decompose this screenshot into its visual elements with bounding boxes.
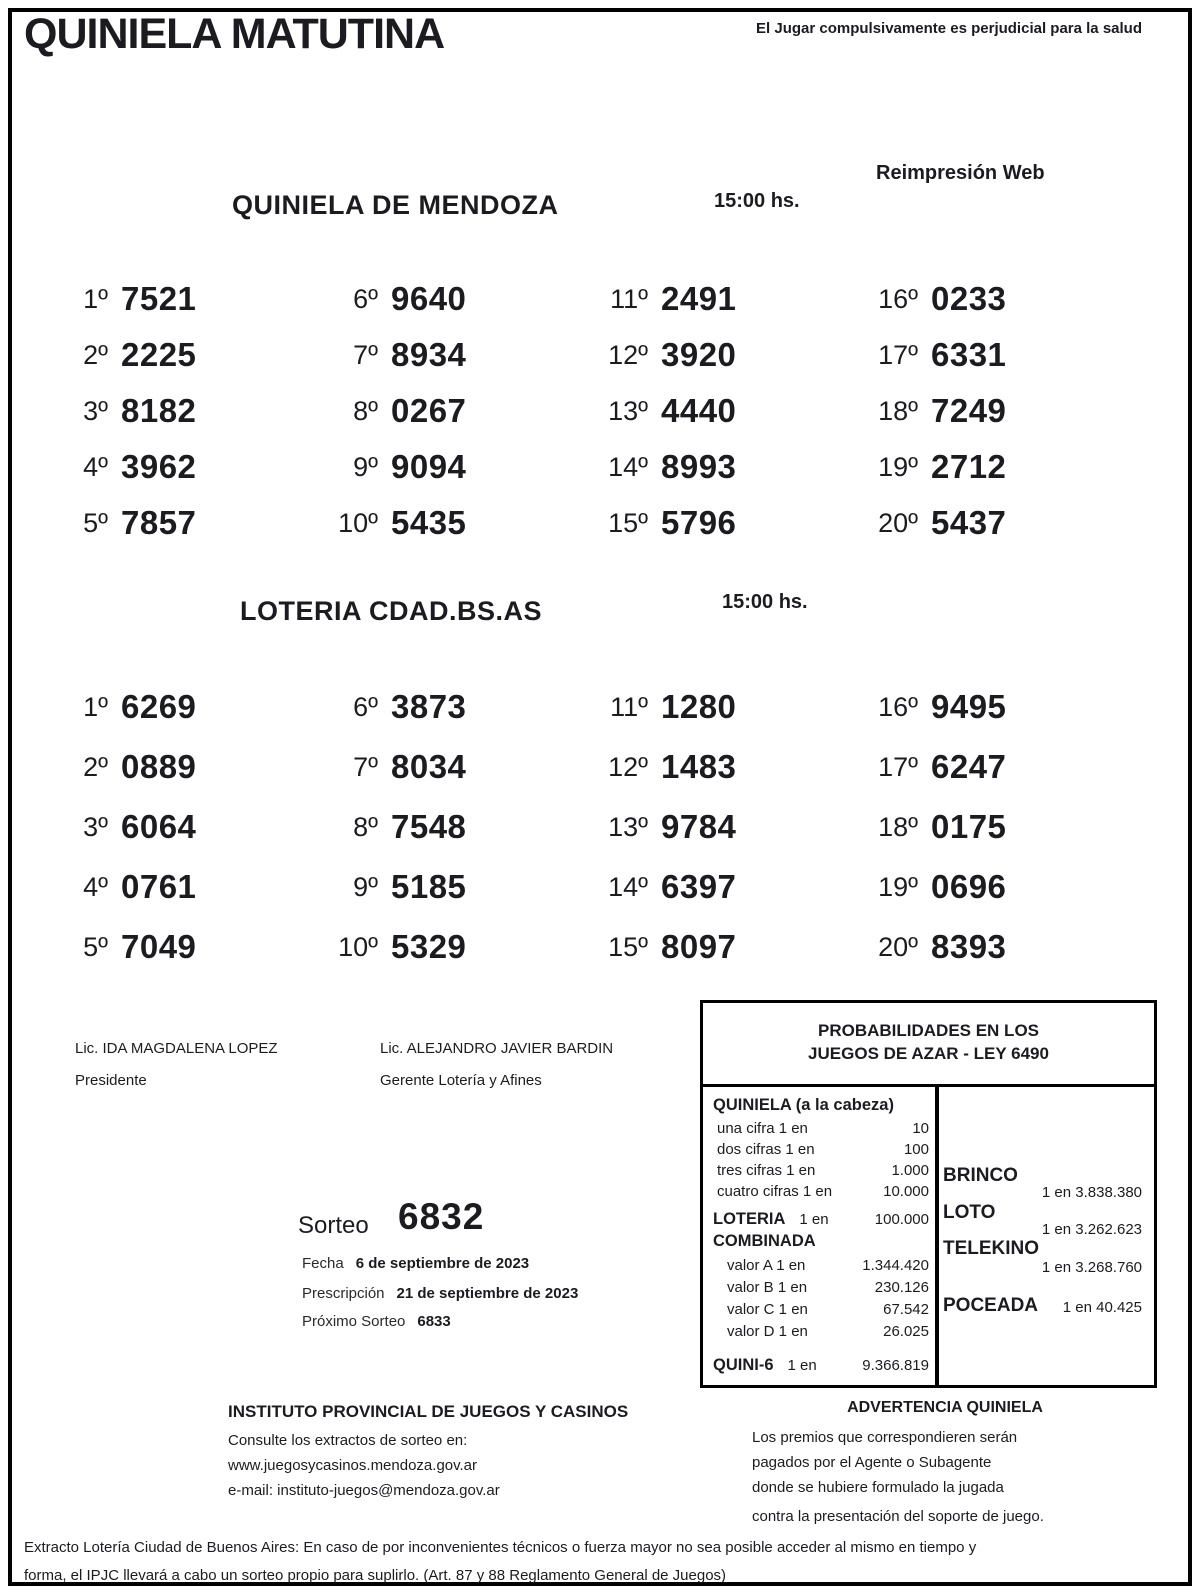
odds-label: valor A 1 en [727, 1257, 806, 1274]
result-number: 0175 [931, 808, 1007, 845]
result-number: 1483 [661, 748, 737, 785]
result-number: 2712 [931, 448, 1007, 485]
result-position: 20º [878, 507, 918, 538]
advertencia-line: contra la presentación del soporte de juego. [752, 1508, 1044, 1525]
result-position: 9º [353, 871, 378, 902]
official-manager [380, 1040, 613, 1089]
quiniela-odds-heading: QUINIELA (a la cabeza) [713, 1096, 894, 1114]
result-position: 11º [610, 283, 648, 314]
result-number: 0267 [391, 392, 467, 429]
mendoza-title: QUINIELA DE MENDOZA [232, 190, 559, 220]
institute-email: e-mail: instituto-juegos@mendoza.gov.ar [228, 1482, 500, 1499]
result-number: 3920 [661, 336, 737, 373]
proximo-label: Próximo Sorteo [302, 1313, 406, 1330]
result-cell [58, 439, 328, 495]
result-position: 4º [83, 871, 108, 902]
result-position: 5º [83, 507, 108, 538]
result-cell [868, 677, 1138, 737]
official-name: Lic. IDA MAGDALENA LOPEZ [75, 1040, 278, 1057]
result-number: 0696 [931, 868, 1007, 905]
result-position: 17º [878, 751, 918, 782]
result-number: 8393 [931, 928, 1007, 965]
quiniela-odds-rows [713, 1118, 929, 1202]
loteria-value: 100.000 [874, 1211, 929, 1228]
result-number: 6269 [121, 688, 197, 725]
fecha-value: 6 de septiembre de 2023 [355, 1255, 530, 1272]
quini6-odds-row [713, 1356, 929, 1375]
sorteo-label: Sorteo [298, 1212, 369, 1239]
quini6-value: 9.366.819 [862, 1357, 929, 1374]
result-cell [868, 439, 1138, 495]
result-position: 19º [878, 451, 918, 482]
odds-value: 26.025 [883, 1323, 929, 1340]
result-position: 15º [608, 507, 648, 538]
health-warning: El Jugar compulsivamente es perjudicial para la salud [756, 20, 1142, 37]
result-number: 8182 [121, 392, 197, 429]
fecha-row [302, 1255, 529, 1272]
loteria-label: LOTERIA [713, 1210, 786, 1228]
result-number: 9094 [391, 448, 467, 485]
result-number: 4440 [661, 392, 737, 429]
quini6-label: QUINI-6 [713, 1356, 774, 1374]
odds-row [713, 1321, 929, 1343]
brinco-odds: 1 en 3.838.380 [1041, 1184, 1142, 1201]
result-number: 5796 [661, 504, 737, 541]
odds-label: dos cifras 1 en [717, 1141, 815, 1158]
result-position: 7º [353, 751, 378, 782]
loteria-mid: 1 en [799, 1211, 829, 1228]
result-position: 12º [608, 751, 648, 782]
odds-row [713, 1118, 929, 1139]
result-position: 16º [878, 283, 918, 314]
prescripcion-row [302, 1285, 578, 1302]
official-role: Presidente [75, 1072, 147, 1089]
result-position: 9º [353, 451, 378, 482]
page-title: QUINIELA MATUTINA [24, 10, 445, 58]
combinada-odds-rows [713, 1255, 929, 1343]
result-position: 10º [338, 931, 378, 962]
result-number: 7249 [931, 392, 1007, 429]
result-position: 2º [83, 751, 108, 782]
result-position: 1º [83, 691, 108, 722]
result-number: 7548 [391, 808, 467, 845]
result-cell [868, 271, 1138, 327]
result-number: 8097 [661, 928, 737, 965]
probabilities-left-column [713, 1096, 929, 1375]
result-cell [598, 737, 868, 797]
result-position: 14º [608, 451, 648, 482]
prescripcion-label: Prescripción [302, 1285, 385, 1302]
odds-row [713, 1160, 929, 1181]
result-number: 6247 [931, 748, 1007, 785]
result-cell [598, 271, 868, 327]
probabilities-title-line2: JUEGOS DE AZAR - LEY 6490 [808, 1044, 1049, 1063]
bsas-time: 15:00 hs. [722, 591, 808, 613]
loteria-odds-row [713, 1210, 929, 1229]
result-number: 2491 [661, 280, 737, 317]
advertencia-text [752, 1425, 1152, 1529]
result-position: 2º [83, 339, 108, 370]
result-position: 16º [878, 691, 918, 722]
odds-row [713, 1181, 929, 1202]
result-position: 17º [878, 339, 918, 370]
result-cell [328, 917, 598, 977]
result-cell [598, 857, 868, 917]
result-number: 1280 [661, 688, 737, 725]
result-position: 8º [353, 395, 378, 426]
odds-value: 10.000 [883, 1183, 929, 1200]
result-cell [868, 797, 1138, 857]
result-position: 8º [353, 811, 378, 842]
result-number: 5329 [391, 928, 467, 965]
result-cell [328, 439, 598, 495]
result-position: 18º [878, 395, 918, 426]
result-cell [328, 495, 598, 551]
result-position: 20º [878, 931, 918, 962]
result-position: 1º [83, 283, 108, 314]
poceada-label: POCEADA [943, 1295, 1039, 1316]
result-cell [598, 495, 868, 551]
institute-consult: Consulte los extractos de sorteo en: [228, 1432, 468, 1449]
odds-value: 100 [903, 1141, 929, 1158]
advertencia-line: Los premios que correspondieren serán [752, 1429, 1018, 1446]
result-number: 7049 [121, 928, 197, 965]
result-cell [328, 327, 598, 383]
result-position: 14º [608, 871, 648, 902]
result-cell [58, 383, 328, 439]
result-cell [58, 495, 328, 551]
advertencia-line: donde se hubiere formulado la jugada [752, 1479, 1004, 1496]
institute-block [228, 1402, 628, 1503]
result-cell [58, 327, 328, 383]
result-cell [328, 737, 598, 797]
odds-label: tres cifras 1 en [717, 1162, 816, 1179]
odds-row [713, 1299, 929, 1321]
result-number: 6397 [661, 868, 737, 905]
loto-label: LOTO [943, 1202, 996, 1223]
result-number: 5185 [391, 868, 467, 905]
result-cell [58, 917, 328, 977]
quini6-mid: 1 en [787, 1357, 817, 1374]
odds-row [713, 1255, 929, 1277]
result-number: 8034 [391, 748, 467, 785]
odds-value: 230.126 [874, 1279, 929, 1296]
mendoza-results-grid [58, 271, 1138, 551]
mendoza-time: 15:00 hs. [714, 190, 800, 212]
result-cell [58, 857, 328, 917]
result-position: 3º [83, 395, 108, 426]
result-position: 18º [878, 811, 918, 842]
result-position: 13º [608, 811, 648, 842]
probabilities-title-line1: PROBABILIDADES EN LOS [817, 1021, 1040, 1040]
result-cell [868, 737, 1138, 797]
footer-line: forma, el IPJC llevará a cabo un sorteo propio para suplirlo. (Art. 87 y 88 Reglamento General de Juegos) [24, 1567, 727, 1584]
odds-label: cuatro cifras 1 en [717, 1183, 833, 1200]
result-cell [58, 271, 328, 327]
reprint-label: Reimpresión Web [876, 162, 1045, 184]
result-position: 7º [353, 339, 378, 370]
result-cell [868, 917, 1138, 977]
result-number: 6331 [931, 336, 1007, 373]
official-role: Gerente Lotería y Afines [380, 1072, 542, 1089]
odds-row [713, 1277, 929, 1299]
result-number: 7857 [121, 504, 197, 541]
result-cell [868, 383, 1138, 439]
odds-row [713, 1139, 929, 1160]
odds-label: una cifra 1 en [717, 1120, 808, 1137]
result-position: 15º [608, 931, 648, 962]
result-number: 3873 [391, 688, 467, 725]
fecha-label: Fecha [302, 1255, 344, 1272]
brinco-label: BRINCO [943, 1165, 1018, 1186]
result-position: 6º [353, 283, 378, 314]
result-position: 4º [83, 451, 108, 482]
result-cell [598, 327, 868, 383]
result-position: 6º [353, 691, 378, 722]
proximo-value: 6833 [417, 1313, 451, 1330]
poceada-odds: 1 en 40.425 [1062, 1299, 1142, 1316]
result-position: 10º [338, 507, 378, 538]
result-number: 8993 [661, 448, 737, 485]
telekino-label: TELEKINO [943, 1238, 1040, 1259]
loto-odds: 1 en 3.262.623 [1041, 1221, 1142, 1238]
bsas-title: LOTERIA CDAD.BS.AS [240, 596, 543, 626]
result-cell [598, 383, 868, 439]
result-cell [598, 677, 868, 737]
bsas-results-grid [58, 677, 1138, 977]
proximo-sorteo-row [302, 1313, 451, 1330]
sorteo-number: 6832 [398, 1196, 485, 1237]
result-number: 2225 [121, 336, 197, 373]
prescripcion-value: 21 de septiembre de 2023 [396, 1285, 579, 1302]
result-position: 3º [83, 811, 108, 842]
odds-value: 1.344.420 [862, 1257, 929, 1274]
institute-name: INSTITUTO PROVINCIAL DE JUEGOS Y CASINOS [228, 1402, 629, 1421]
result-cell [58, 737, 328, 797]
result-cell [328, 271, 598, 327]
result-number: 5437 [931, 504, 1007, 541]
result-cell [328, 857, 598, 917]
result-number: 8934 [391, 336, 467, 373]
result-cell [598, 797, 868, 857]
probabilities-title [703, 1003, 1154, 1087]
result-number: 9640 [391, 280, 467, 317]
odds-value: 10 [912, 1120, 929, 1137]
result-position: 11º [610, 691, 648, 722]
result-cell [328, 797, 598, 857]
odds-value: 67.542 [883, 1301, 929, 1318]
result-cell [868, 327, 1138, 383]
result-cell [598, 917, 868, 977]
footer-note [24, 1534, 1174, 1590]
result-position: 19º [878, 871, 918, 902]
result-number: 5435 [391, 504, 467, 541]
result-cell [58, 677, 328, 737]
probabilities-box [700, 1000, 1157, 1388]
result-position: 13º [608, 395, 648, 426]
odds-label: valor D 1 en [727, 1323, 808, 1340]
result-cell [868, 857, 1138, 917]
result-number: 9495 [931, 688, 1007, 725]
result-number: 7521 [121, 280, 197, 317]
result-cell [868, 495, 1138, 551]
result-number: 0233 [931, 280, 1007, 317]
result-cell [598, 439, 868, 495]
official-name: Lic. ALEJANDRO JAVIER BARDIN [380, 1040, 614, 1057]
odds-label: valor B 1 en [727, 1279, 808, 1296]
result-cell [328, 677, 598, 737]
result-number: 3962 [121, 448, 197, 485]
result-cell [328, 383, 598, 439]
institute-website: www.juegosycasinos.mendoza.gov.ar [228, 1457, 478, 1474]
result-position: 12º [608, 339, 648, 370]
advertencia-line: pagados por el Agente o Subagente [752, 1454, 992, 1471]
odds-label: valor C 1 en [727, 1301, 808, 1318]
advertencia-title: ADVERTENCIA QUINIELA [847, 1399, 1043, 1416]
result-number: 6064 [121, 808, 197, 845]
result-position: 5º [83, 931, 108, 962]
odds-value: 1.000 [891, 1162, 929, 1179]
result-number: 0889 [121, 748, 197, 785]
result-number: 0761 [121, 868, 197, 905]
result-number: 9784 [661, 808, 737, 845]
result-cell [58, 797, 328, 857]
column-divider [935, 1087, 939, 1385]
combinada-heading: COMBINADA [713, 1232, 816, 1250]
official-president [75, 1040, 278, 1089]
telekino-odds: 1 en 3.268.760 [1041, 1259, 1142, 1276]
footer-line: Extracto Lotería Ciudad de Buenos Aires: En caso de por inconvenientes técnicos o fuerza mayor no sea posible acceder al mismo en tiempo y [24, 1539, 977, 1556]
